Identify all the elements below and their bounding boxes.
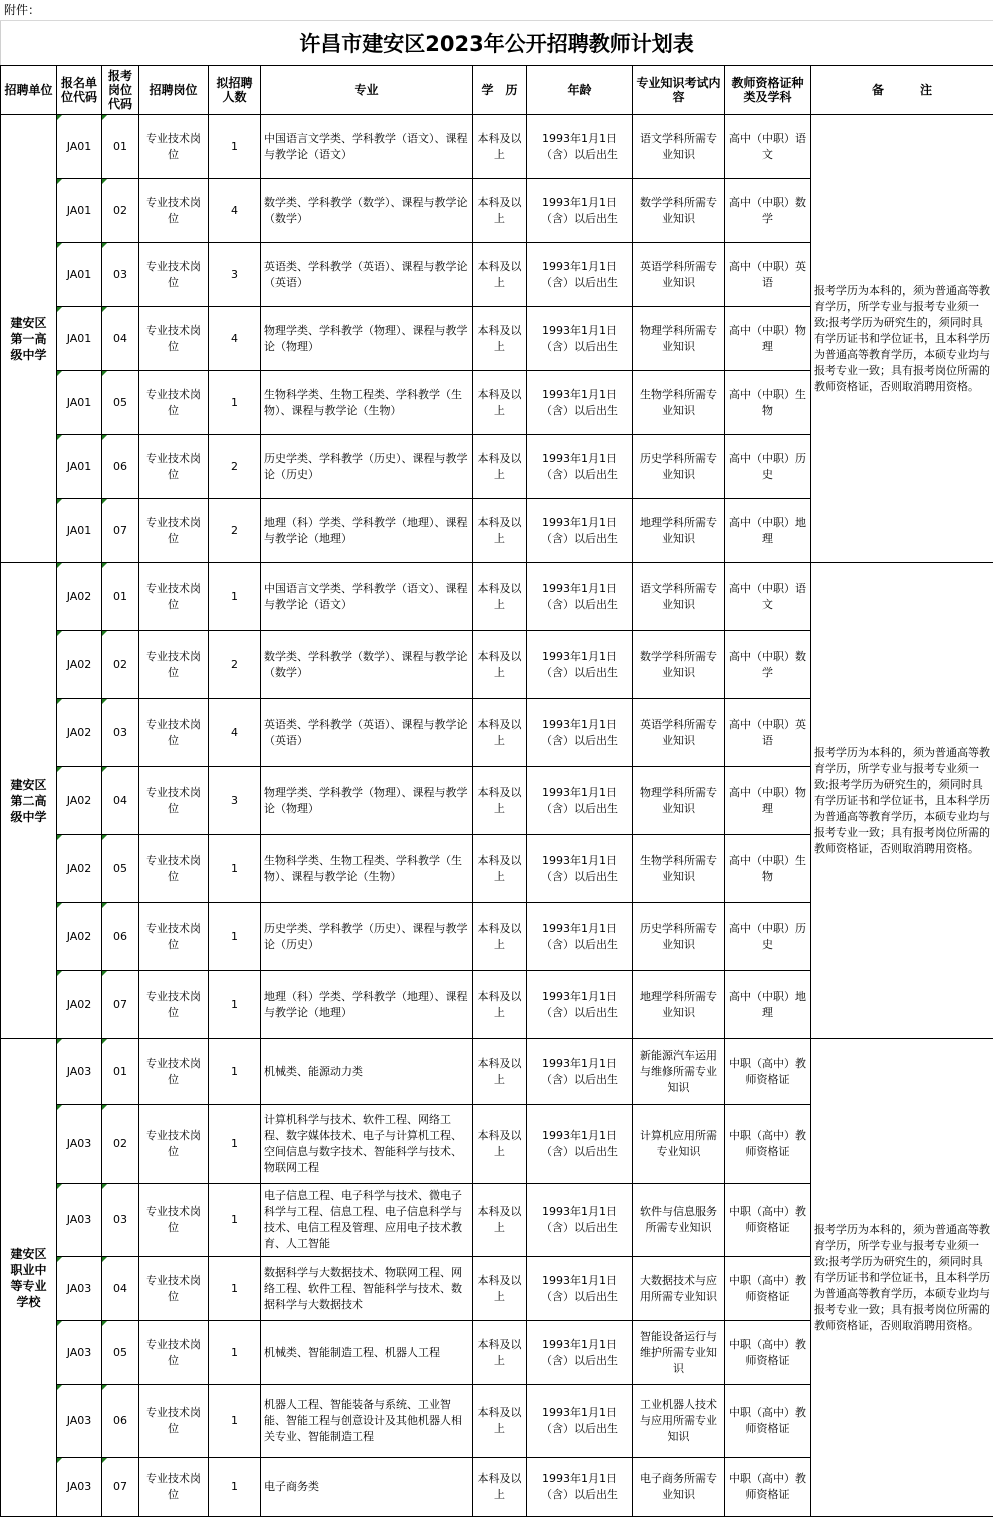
post-code-cell-text: 01 [113,589,127,603]
post-code-cell [102,1105,139,1184]
post-cell: 专业技术岗位 [139,371,209,435]
age-cell: 1993年1月1日（含）以后出生 [527,971,633,1039]
post-code-cell-text: 06 [113,459,127,473]
cell-marker-icon [102,699,107,704]
unit-code-cell [57,499,102,563]
unit-code-cell [57,1257,102,1321]
count-cell: 4 [209,699,261,767]
post-cell: 专业技术岗位 [139,179,209,243]
age-cell: 1993年1月1日（含）以后出生 [527,243,633,307]
unit-code-cell [57,115,102,179]
count-cell: 1 [209,1385,261,1458]
post-code-cell [102,1458,139,1517]
unit-code-cell [57,1458,102,1517]
post-cell: 专业技术岗位 [139,835,209,903]
count-cell: 1 [209,903,261,971]
major-cell: 机械类、智能制造工程、机器人工程 [261,1321,473,1385]
unit-code-cell-text: JA02 [66,657,92,671]
cell-marker-icon [102,1039,107,1044]
cell-marker-icon [57,115,62,120]
age-cell: 1993年1月1日（含）以后出生 [527,835,633,903]
unit-code-cell [57,563,102,631]
note-cell: 报考学历为本科的，须为普通高等教育学历，所学专业与报考专业须一致;报考学历为研究生的，须同时具有学历证书和学位证书，且本科学历为普通高等教育学历，本硕专业均与报考专业一致；具有报考岗位所需的教师资格证，否则取消聘用资格。 [811,1039,993,1517]
major-cell: 英语类、学科教学（英语）、课程与教学论（英语） [261,699,473,767]
certificate-cell: 中职（高中）教师资格证 [725,1385,811,1458]
header-cell: 备 注 [811,66,993,115]
post-code-cell-text: 06 [113,929,127,943]
post-code-cell-text: 04 [113,331,127,345]
post-code-cell [102,1321,139,1385]
post-code-cell-text: 05 [113,1345,127,1359]
unit-code-cell [57,631,102,699]
post-cell: 专业技术岗位 [139,1257,209,1321]
post-cell: 专业技术岗位 [139,1039,209,1105]
cell-marker-icon [57,1184,62,1189]
exam-content-cell: 英语学科所需专业知识 [633,243,725,307]
exam-content-cell: 地理学科所需专业知识 [633,971,725,1039]
cell-marker-icon [102,767,107,772]
education-cell: 本科及以上 [473,1458,527,1517]
note-cell: 报考学历为本科的，须为普通高等教育学历，所学专业与报考专业须一致;报考学历为研究生的，须同时具有学历证书和学位证书，且本科学历为普通高等教育学历，本硕专业均与报考专业一致；具有报考岗位所需的教师资格证，否则取消聘用资格。 [811,563,993,1039]
count-cell: 2 [209,435,261,499]
certificate-cell: 高中（中职）语文 [725,115,811,179]
count-cell: 2 [209,631,261,699]
unit-code-cell-text: JA01 [66,459,92,473]
table-row [1,563,993,631]
cell-marker-icon [57,1257,62,1262]
post-code-cell-text: 03 [113,725,127,739]
post-cell: 专业技术岗位 [139,435,209,499]
count-cell: 1 [209,1105,261,1184]
post-code-cell [102,115,139,179]
unit-code-cell-text: JA02 [66,929,92,943]
unit-code-cell-text: JA03 [66,1064,92,1078]
major-cell: 中国语言文学类、学科教学（语文）、课程与教学论（语文） [261,115,473,179]
unit-code-cell-text: JA01 [66,203,92,217]
unit-code-cell [57,1184,102,1257]
major-cell: 数学类、学科教学（数学）、课程与教学论（数学） [261,631,473,699]
cell-marker-icon [102,179,107,184]
count-cell: 2 [209,499,261,563]
cell-marker-icon [102,631,107,636]
header-row [1,66,993,115]
age-cell: 1993年1月1日（含）以后出生 [527,1039,633,1105]
count-cell: 1 [209,971,261,1039]
exam-content-cell: 语文学科所需专业知识 [633,563,725,631]
cell-marker-icon [57,499,62,504]
unit-code-cell-text: JA03 [66,1281,92,1295]
post-cell: 专业技术岗位 [139,767,209,835]
exam-content-cell: 地理学科所需专业知识 [633,499,725,563]
exam-content-cell: 英语学科所需专业知识 [633,699,725,767]
age-cell: 1993年1月1日（含）以后出生 [527,1184,633,1257]
post-code-cell-text: 03 [113,1213,127,1226]
cell-marker-icon [102,435,107,440]
post-code-cell [102,371,139,435]
age-cell: 1993年1月1日（含）以后出生 [527,307,633,371]
post-cell: 专业技术岗位 [139,699,209,767]
table-row [1,115,993,179]
unit-code-cell-text: JA01 [66,331,92,345]
age-cell: 1993年1月1日（含）以后出生 [527,1458,633,1517]
unit-code-cell-text: JA02 [66,861,92,875]
education-cell: 本科及以上 [473,699,527,767]
unit-code-cell [57,767,102,835]
cell-marker-icon [102,1458,107,1463]
cell-marker-icon [57,971,62,976]
certificate-cell: 中职（高中）教师资格证 [725,1184,811,1257]
post-code-cell [102,835,139,903]
unit-code-cell-text: JA01 [66,523,92,537]
education-cell: 本科及以上 [473,1257,527,1321]
cell-marker-icon [57,563,62,568]
cell-marker-icon [57,903,62,908]
post-code-cell [102,699,139,767]
post-code-cell [102,1385,139,1458]
unit-name-cell: 建安区第一高级中学 [1,115,57,563]
unit-code-cell-text: JA01 [66,139,92,153]
education-cell: 本科及以上 [473,1321,527,1385]
header-cell: 年龄 [527,66,633,115]
count-cell: 1 [209,1321,261,1385]
unit-code-cell-text: JA01 [66,267,92,281]
major-cell: 物理学类、学科教学（物理）、课程与教学论（物理） [261,307,473,371]
post-code-cell [102,499,139,563]
post-code-cell-text: 06 [113,1414,127,1427]
exam-content-cell: 数学学科所需专业知识 [633,631,725,699]
unit-code-cell-text: JA02 [66,997,92,1011]
post-code-cell [102,307,139,371]
unit-code-cell-text: JA03 [66,1213,92,1226]
education-cell: 本科及以上 [473,499,527,563]
unit-code-cell [57,1321,102,1385]
header-cell: 专业 [261,66,473,115]
post-cell: 专业技术岗位 [139,1184,209,1257]
count-cell: 1 [209,115,261,179]
post-code-cell [102,435,139,499]
certificate-cell: 高中（中职）历史 [725,435,811,499]
cell-marker-icon [57,435,62,440]
post-code-cell-text: 01 [113,139,127,153]
education-cell: 本科及以上 [473,631,527,699]
major-cell: 物理学类、学科教学（物理）、课程与教学论（物理） [261,767,473,835]
exam-content-cell: 工业机器人技术与应用所需专业知识 [633,1385,725,1458]
major-cell: 机械类、能源动力类 [261,1039,473,1105]
major-cell: 地理（科）学类、学科教学（地理）、课程与教学论（地理） [261,499,473,563]
unit-name-cell: 建安区第二高级中学 [1,563,57,1039]
post-code-cell-text: 01 [113,1064,127,1078]
cell-marker-icon [102,1385,107,1390]
post-cell: 专业技术岗位 [139,115,209,179]
post-code-cell-text: 05 [113,395,127,409]
post-code-cell [102,1257,139,1321]
age-cell: 1993年1月1日（含）以后出生 [527,1257,633,1321]
exam-content-cell: 语文学科所需专业知识 [633,115,725,179]
education-cell: 本科及以上 [473,307,527,371]
age-cell: 1993年1月1日（含）以后出生 [527,179,633,243]
post-cell: 专业技术岗位 [139,1105,209,1184]
post-code-cell-text: 02 [113,1137,127,1150]
exam-content-cell: 数学学科所需专业知识 [633,179,725,243]
unit-code-cell-text: JA01 [66,395,92,409]
age-cell: 1993年1月1日（含）以后出生 [527,435,633,499]
unit-code-cell-text: JA02 [66,725,92,739]
cell-marker-icon [57,767,62,772]
post-code-cell [102,1039,139,1105]
age-cell: 1993年1月1日（含）以后出生 [527,371,633,435]
attachment-label: 附件： [0,0,993,21]
post-cell: 专业技术岗位 [139,307,209,371]
exam-content-cell: 智能设备运行与维护所需专业知识 [633,1321,725,1385]
cell-marker-icon [102,115,107,120]
header-cell: 报考岗位代码 [102,66,139,115]
post-cell: 专业技术岗位 [139,1385,209,1458]
cell-marker-icon [102,371,107,376]
certificate-cell: 中职（高中）教师资格证 [725,1105,811,1184]
age-cell: 1993年1月1日（含）以后出生 [527,1385,633,1458]
education-cell: 本科及以上 [473,179,527,243]
post-code-cell-text: 05 [113,861,127,875]
certificate-cell: 中职（高中）教师资格证 [725,1321,811,1385]
major-cell: 历史学类、学科教学（历史）、课程与教学论（历史） [261,903,473,971]
education-cell: 本科及以上 [473,835,527,903]
cell-marker-icon [57,1385,62,1390]
post-cell: 专业技术岗位 [139,903,209,971]
unit-code-cell [57,435,102,499]
cell-marker-icon [57,631,62,636]
exam-content-cell: 物理学科所需专业知识 [633,767,725,835]
exam-content-cell: 电子商务所需专业知识 [633,1458,725,1517]
count-cell: 1 [209,1039,261,1105]
post-code-cell-text: 07 [113,523,127,537]
count-cell: 4 [209,179,261,243]
certificate-cell: 高中（中职）生物 [725,371,811,435]
cell-marker-icon [57,179,62,184]
certificate-cell: 高中（中职）历史 [725,903,811,971]
major-cell: 历史学类、学科教学（历史）、课程与教学论（历史） [261,435,473,499]
unit-name-cell: 建安区职业中等专业学校 [1,1039,57,1517]
education-cell: 本科及以上 [473,115,527,179]
exam-content-cell: 计算机应用所需专业知识 [633,1105,725,1184]
exam-content-cell: 大数据技术与应用所需专业知识 [633,1257,725,1321]
count-cell: 3 [209,767,261,835]
exam-content-cell: 新能源汽车运用与维修所需专业知识 [633,1039,725,1105]
certificate-cell: 中职（高中）教师资格证 [725,1039,811,1105]
education-cell: 本科及以上 [473,563,527,631]
unit-code-cell [57,1385,102,1458]
post-code-cell-text: 04 [113,1281,127,1295]
count-cell: 1 [209,563,261,631]
age-cell: 1993年1月1日（含）以后出生 [527,767,633,835]
cell-marker-icon [57,699,62,704]
cell-marker-icon [102,835,107,840]
major-cell: 英语类、学科教学（英语）、课程与教学论（英语） [261,243,473,307]
certificate-cell: 中职（高中）教师资格证 [725,1257,811,1321]
certificate-cell: 高中（中职）地理 [725,499,811,563]
post-cell: 专业技术岗位 [139,563,209,631]
certificate-cell: 高中（中职）物理 [725,307,811,371]
unit-code-cell [57,179,102,243]
education-cell: 本科及以上 [473,1385,527,1458]
age-cell: 1993年1月1日（含）以后出生 [527,699,633,767]
cell-marker-icon [57,1458,62,1463]
unit-code-cell-text: JA03 [66,1345,92,1359]
recruitment-table [0,65,993,1517]
post-code-cell [102,1184,139,1257]
post-code-cell [102,903,139,971]
post-code-cell [102,767,139,835]
post-code-cell [102,631,139,699]
post-code-cell-text: 03 [113,267,127,281]
page-title: 许昌市建安区2023年公开招聘教师计划表 [299,32,694,56]
cell-marker-icon [57,307,62,312]
header-cell: 招聘单位 [1,66,57,115]
post-code-cell-text: 02 [113,657,127,671]
post-code-cell [102,563,139,631]
major-cell: 电子信息工程、电子科学与技术、微电子科学与工程、信息工程、电子信息科学与技术、电信工程及管理、应用电子技术教育、人工智能 [261,1184,473,1257]
education-cell: 本科及以上 [473,435,527,499]
unit-code-cell [57,243,102,307]
cell-marker-icon [102,1257,107,1262]
unit-code-cell [57,307,102,371]
table-body [1,115,993,1517]
age-cell: 1993年1月1日（含）以后出生 [527,563,633,631]
unit-code-cell-text: JA02 [66,589,92,603]
cell-marker-icon [102,499,107,504]
post-code-cell-text: 07 [113,997,127,1011]
post-code-cell [102,179,139,243]
cell-marker-icon [57,1039,62,1044]
certificate-cell: 高中（中职）英语 [725,699,811,767]
major-cell: 中国语言文学类、学科教学（语文）、课程与教学论（语文） [261,563,473,631]
cell-marker-icon [57,1105,62,1110]
unit-code-cell [57,1105,102,1184]
post-code-cell-text: 02 [113,203,127,217]
post-cell: 专业技术岗位 [139,971,209,1039]
header-cell: 专业知识考试内容 [633,66,725,115]
cell-marker-icon [57,243,62,248]
post-cell: 专业技术岗位 [139,499,209,563]
cell-marker-icon [102,563,107,568]
cell-marker-icon [102,307,107,312]
count-cell: 1 [209,1257,261,1321]
major-cell: 电子商务类 [261,1458,473,1517]
major-cell: 计算机科学与技术、软件工程、网络工程、数字媒体技术、电子与计算机工程、空间信息与数字技术、智能科学与技术、物联网工程 [261,1105,473,1184]
education-cell: 本科及以上 [473,1105,527,1184]
post-cell: 专业技术岗位 [139,1458,209,1517]
age-cell: 1993年1月1日（含）以后出生 [527,115,633,179]
cell-marker-icon [102,243,107,248]
education-cell: 本科及以上 [473,1039,527,1105]
post-code-cell [102,971,139,1039]
cell-marker-icon [102,1184,107,1189]
header-cell: 学 历 [473,66,527,115]
major-cell: 数学类、学科教学（数学）、课程与教学论（数学） [261,179,473,243]
major-cell: 生物科学类、生物工程类、学科教学（生物）、课程与教学论（生物） [261,371,473,435]
education-cell: 本科及以上 [473,903,527,971]
education-cell: 本科及以上 [473,371,527,435]
certificate-cell: 高中（中职）地理 [725,971,811,1039]
post-code-cell-text: 04 [113,793,127,807]
exam-content-cell: 物理学科所需专业知识 [633,307,725,371]
unit-code-cell-text: JA03 [66,1137,92,1150]
count-cell: 1 [209,1458,261,1517]
header-cell: 拟招聘人数 [209,66,261,115]
count-cell: 4 [209,307,261,371]
unit-code-cell [57,903,102,971]
certificate-cell: 高中（中职）生物 [725,835,811,903]
education-cell: 本科及以上 [473,1184,527,1257]
major-cell: 机器人工程、智能装备与系统、工业智能、智能工程与创意设计及其他机器人相关专业、智能制造工程 [261,1385,473,1458]
exam-content-cell: 生物学科所需专业知识 [633,835,725,903]
unit-code-cell-text: JA03 [66,1414,92,1427]
header-cell: 报名单位代码 [57,66,102,115]
education-cell: 本科及以上 [473,971,527,1039]
note-cell: 报考学历为本科的，须为普通高等教育学历，所学专业与报考专业须一致;报考学历为研究生的，须同时具有学历证书和学位证书，且本科学历为普通高等教育学历，本硕专业均与报考专业一致；具有报考岗位所需的教师资格证，否则取消聘用资格。 [811,115,993,563]
age-cell: 1993年1月1日（含）以后出生 [527,631,633,699]
unit-code-cell-text: JA03 [66,1480,92,1493]
count-cell: 1 [209,371,261,435]
post-cell: 专业技术岗位 [139,631,209,699]
certificate-cell: 高中（中职）语文 [725,563,811,631]
exam-content-cell: 历史学科所需专业知识 [633,435,725,499]
post-cell: 专业技术岗位 [139,243,209,307]
unit-code-cell-text: JA02 [66,793,92,807]
unit-code-cell [57,371,102,435]
cell-marker-icon [102,903,107,908]
post-code-cell-text: 07 [113,1480,127,1493]
unit-code-cell [57,835,102,903]
exam-content-cell: 软件与信息服务所需专业知识 [633,1184,725,1257]
post-cell: 专业技术岗位 [139,1321,209,1385]
certificate-cell: 中职（高中）教师资格证 [725,1458,811,1517]
certificate-cell: 高中（中职）物理 [725,767,811,835]
header-cell: 教师资格证种类及学科 [725,66,811,115]
cell-marker-icon [102,971,107,976]
count-cell: 1 [209,1184,261,1257]
cell-marker-icon [57,835,62,840]
unit-code-cell [57,1039,102,1105]
major-cell: 数据科学与大数据技术、物联网工程、网络工程、软件工程、智能科学与技术、数据科学与大数据技术 [261,1257,473,1321]
unit-code-cell [57,971,102,1039]
education-cell: 本科及以上 [473,767,527,835]
certificate-cell: 高中（中职）英语 [725,243,811,307]
header-cell: 招聘岗位 [139,66,209,115]
certificate-cell: 高中（中职）数学 [725,631,811,699]
unit-code-cell [57,699,102,767]
count-cell: 3 [209,243,261,307]
major-cell: 生物科学类、生物工程类、学科教学（生物）、课程与教学论（生物） [261,835,473,903]
exam-content-cell: 历史学科所需专业知识 [633,903,725,971]
age-cell: 1993年1月1日（含）以后出生 [527,903,633,971]
age-cell: 1993年1月1日（含）以后出生 [527,499,633,563]
education-cell: 本科及以上 [473,243,527,307]
count-cell: 1 [209,835,261,903]
major-cell: 地理（科）学类、学科教学（地理）、课程与教学论（地理） [261,971,473,1039]
certificate-cell: 高中（中职）数学 [725,179,811,243]
post-code-cell [102,243,139,307]
cell-marker-icon [57,371,62,376]
age-cell: 1993年1月1日（含）以后出生 [527,1105,633,1184]
age-cell: 1993年1月1日（含）以后出生 [527,1321,633,1385]
cell-marker-icon [102,1105,107,1110]
cell-marker-icon [102,1321,107,1326]
exam-content-cell: 生物学科所需专业知识 [633,371,725,435]
cell-marker-icon [57,1321,62,1326]
table-row [1,1039,993,1105]
